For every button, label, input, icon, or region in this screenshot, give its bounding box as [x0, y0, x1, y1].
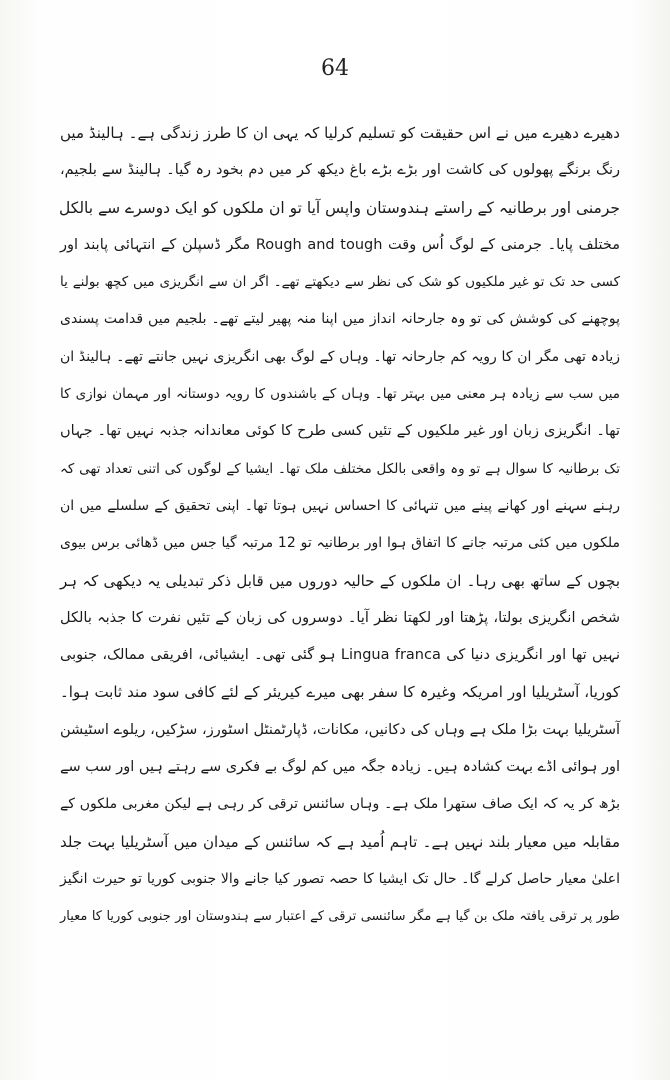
text-line: رہنے سہنے اور کھانے پینے میں تنہائی کا احساس نہیں ہوتا تھا۔ اپنی تحقیق کے سلسلے میں ان: [60, 497, 620, 514]
text-line: شخص انگریزی بولتا، پڑھتا اور لکھتا نظر آیا۔ دوسروں کی زبان کے تئیں نفرت کا جذبہ بالکل: [60, 609, 620, 626]
text-line: بڑھ کر یہ کہ ایک صاف ستھرا ملک ہے۔ وہاں سائنس ترقی کر رہی ہے لیکن مغربی ملکوں کے: [60, 796, 620, 813]
text-line: کوریا، آسٹریلیا اور امریکہ وغیرہ کا سفر بھی میرے کیریئر کے لئے کافی سود مند ثابت ہوا۔: [60, 683, 620, 702]
text-line: بچوں کے ساتھ بھی رہا۔ ان ملکوں کے حالیہ دوروں میں قابل ذکر تبدیلی یہ دیکھی کہ ہر: [60, 571, 620, 590]
text-line: پوچھنے کی کوشش کی تو وہ جارحانہ انداز میں اپنا منہ پھیر لیتے تھے۔ بلجیم میں قدامت پسندی: [60, 311, 620, 328]
text-line: اعلیٰ معیار حاصل کرلے گا۔ حال تک ایشیا کا حصہ تصور کیا جانے والا جنوبی کوریا تو حیرت انگیز: [60, 870, 620, 887]
text-line: اور ہوائی اڈے بہت کشادہ ہیں۔ زیادہ جگہ میں کم لوگ بے فکری سے رہتے ہیں اور سب سے: [60, 759, 620, 776]
text-line: تھا۔ انگریزی زبان اور غیر ملکیوں کے تئیں کسی طرح کا کوئی معاندانہ جذبہ نہیں تھا۔ جہاں: [60, 423, 620, 440]
text-line: مختلف پایا۔ جرمنی کے لوگ اُس وقت Rough and tough مگر ڈسپلن کے انتہائی پابند اور: [60, 236, 620, 253]
text-line: میں سب سے زیادہ ہر معنی میں بہتر تھا۔ وہاں کے باشندوں کا رویہ دوستانہ اور مہمان نوازی کا: [60, 386, 620, 403]
text-line: دھیرے دھیرے میں نے اس حقیقت کو تسلیم کرلیا کہ یہی ان کا طرز زندگی ہے۔ ہالینڈ میں: [60, 124, 620, 142]
text-line: نہیں تھا اور انگریزی دنیا کی Lingua franca ہو گئی تھی۔ ایشیائی، افریقی ممالک، جنوبی: [60, 647, 620, 664]
text-line: آسٹریلیا بہت بڑا ملک ہے وہاں کی دکانیں، مکانات، ڈپارٹمنٹل اسٹورز، سڑکیں، ریلوے اسٹیشن: [60, 721, 620, 738]
text-line: زیادہ تھی مگر ان کا رویہ کم جارحانہ تھا۔ وہاں کے لوگ بھی انگریزی نہیں جانتے تھے۔ ہالینڈ ان: [60, 348, 620, 365]
body-text: [60, 115, 620, 936]
text-line: ملکوں میں کئی مرتبہ جانے کا اتفاق ہوا اور برطانیہ تو 12 مرتبہ گیا جس میں ڈھائی برس بیوی: [60, 535, 620, 552]
page-number: 64: [321, 56, 349, 81]
text-line: تک برطانیہ کا سوال ہے تو وہ واقعی بالکل مختلف ملک تھا۔ ایشیا کے لوگوں کی اتنی تعداد تھی کہ: [60, 460, 620, 477]
text-line: مقابلہ میں معیار بلند نہیں ہے۔ تاہم اُمید ہے کہ سائنس کے میدان میں آسٹریلیا بہت جلد: [60, 832, 620, 851]
text-line: جرمنی اور برطانیہ کے راستے ہندوستان واپس آیا تو ان ملکوں کو ایک دوسرے سے بالکل: [59, 198, 620, 217]
text-line: طور پر ترقی یافتہ ملک بن گیا ہے مگر سائنسی ترقی کے اعتبار سے ہندوستان اور جنوبی کوریا کا معیار: [60, 909, 620, 925]
text-line: رنگ برنگے پھولوں کی کاشت اور بڑے بڑے باغ دیکھ کر میں دم بخود رہ گیا۔ ہالینڈ سے بلجیم،: [60, 162, 620, 179]
text-line: کسی حد تک تو غیر ملکیوں کو شک کی نظر سے دیکھتے تھے۔ اگر ان سے انگریزی میں کچھ بولنے یا: [60, 274, 620, 291]
